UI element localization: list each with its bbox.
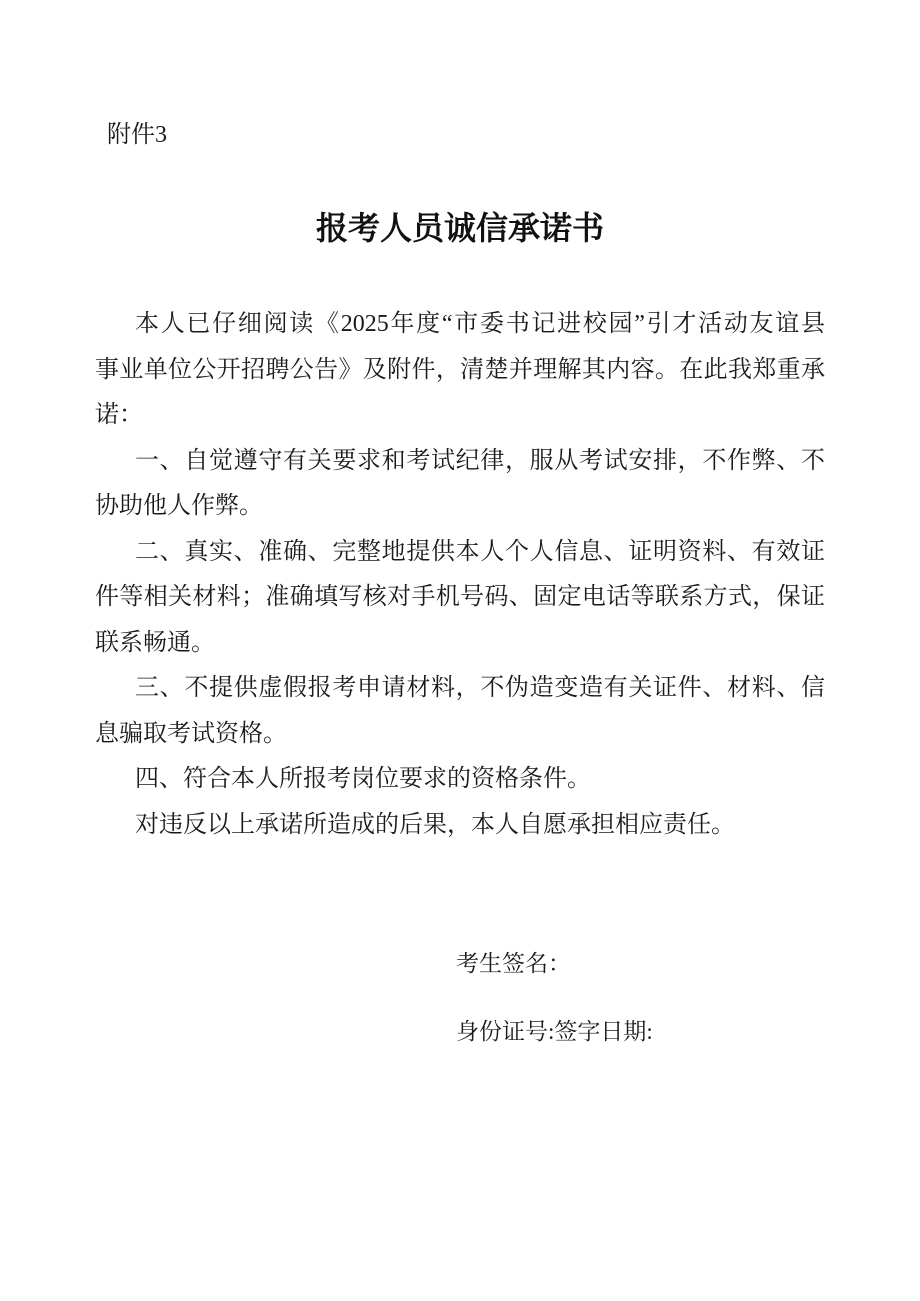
id-number-and-date-label: 身份证号:签字日期: (456, 1019, 653, 1044)
body-line: 三、不提供虚假报考申请材料，不伪造变造有关证件、材料、信 (135, 675, 825, 701)
body-line: 件等相关材料；准确填写核对手机号码、固定电话等联系方式，保证 (95, 584, 825, 610)
attachment-label: 附件3 (107, 122, 167, 148)
body-line: 诺： (95, 402, 143, 428)
document-body (95, 302, 825, 848)
body-line: 四、符合本人所报考岗位要求的资格条件。 (135, 766, 591, 792)
document-title: 报考人员诚信承诺书 (315, 210, 604, 246)
body-line: 对违反以上承诺所造成的后果，本人自愿承担相应责任。 (135, 811, 735, 838)
body-line: 协助他人作弊。 (95, 493, 263, 519)
body-line: 联系畅通。 (95, 629, 215, 656)
body-line: 事业单位公开招聘公告》及附件，清楚并理解其内容。在此我郑重承 (95, 356, 825, 383)
body-line: 二、真实、准确、完整地提供本人个人信息、证明资料、有效证 (135, 538, 825, 565)
signer-signature-label: 考生签名： (456, 951, 571, 976)
body-line: 一、自觉遵守有关要求和考试纪律，服从考试安排，不作弊、不 (135, 447, 825, 474)
body-line: 息骗取考试资格。 (95, 720, 287, 747)
body-line: 本人已仔细阅读《2025年度“市委书记进校园”引才活动友谊县 (135, 311, 825, 337)
